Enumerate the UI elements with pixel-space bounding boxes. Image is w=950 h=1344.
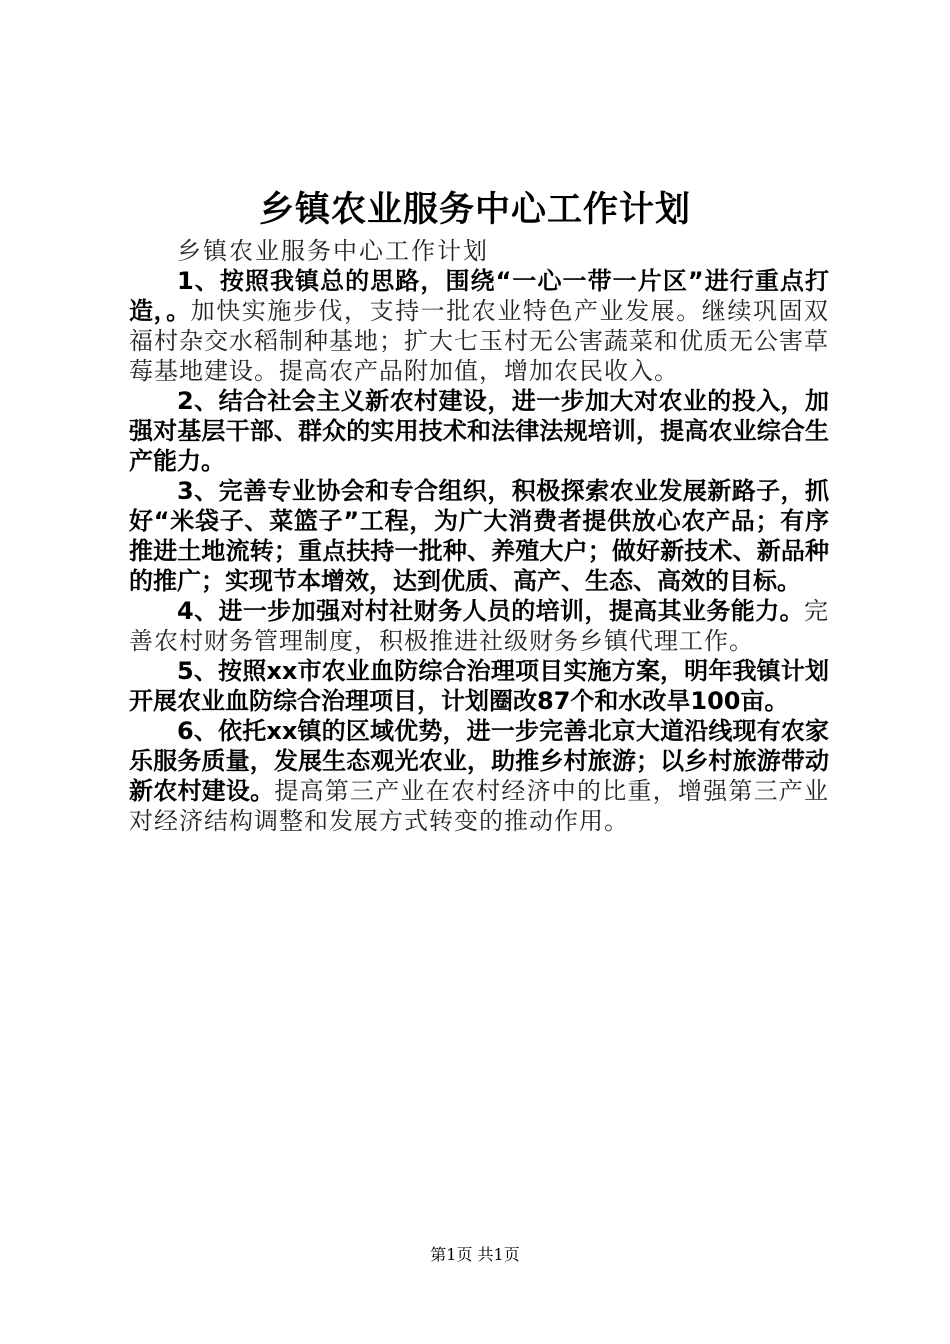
paragraph-6 <box>129 716 829 836</box>
paragraph-1-bold: 1、按照我镇总的思路，围绕“一心一带一片区”进行重点打造，。 <box>129 267 829 325</box>
paragraph-3 <box>129 476 829 596</box>
paragraph-6-light: 提高第三产业在农村经济中的比重，增强第三产业对经济结构调整和发展方式转变的推动作用。 <box>129 777 830 835</box>
document-body <box>129 236 829 836</box>
paragraph-6-bold: 6、依托xx镇的区域优势，进一步完善北京大道沿线现有农家乐服务质量，发展生态观光农业，助推乡村旅游；以乡村旅游带动新农村建设。 <box>129 717 829 805</box>
document-subtitle: 乡镇农业服务中心工作计划 <box>177 237 489 265</box>
paragraph-4-bold: 4、进一步加强对村社财务人员的培训，提高其业务能力。 <box>177 597 804 625</box>
paragraph-2-bold: 2、结合社会主义新农村建设，进一步加大对农业的投入，加强对基层干部、群众的实用技术和法律法规培训，提高农业综合生产能力。 <box>129 387 829 475</box>
paragraph-5-bold: 5、按照xx市农业血防综合治理项目实施方案，明年我镇计划开展农业血防综合治理项目，计划圈改87个和水改旱100亩。 <box>129 657 829 715</box>
page-footer: 第1页 共1页 <box>430 1245 520 1264</box>
paragraph-4-light: 完善农村财务管理制度，积极推进社级财务乡镇代理工作。 <box>129 597 829 655</box>
paragraph-2 <box>129 386 829 476</box>
document-title: 乡镇农业服务中心工作计划 <box>258 190 691 230</box>
paragraph-3-bold: 3、完善专业协会和专合组织，积极探索农业发展新路子，抓好“米袋子、菜篮子”工程，为广大消费者提供放心农产品；有序推进土地流转；重点扶持一批种、养殖大户；做好新技术、新品种的推广；实现节本增效，达到优质、高产、生态、高效的目标。 <box>129 477 829 595</box>
paragraph-4 <box>129 596 829 656</box>
paragraph-1 <box>129 266 829 386</box>
paragraph-5 <box>129 656 829 716</box>
paragraph-1-light: 加快实施步伐，支持一批农业特色产业发展。继续巩固双福村杂交水稻制种基地；扩大七玉村无公害蔬菜和优质无公害草莓基地建设。提高农产品附加值，增加农民收入。 <box>129 297 830 385</box>
